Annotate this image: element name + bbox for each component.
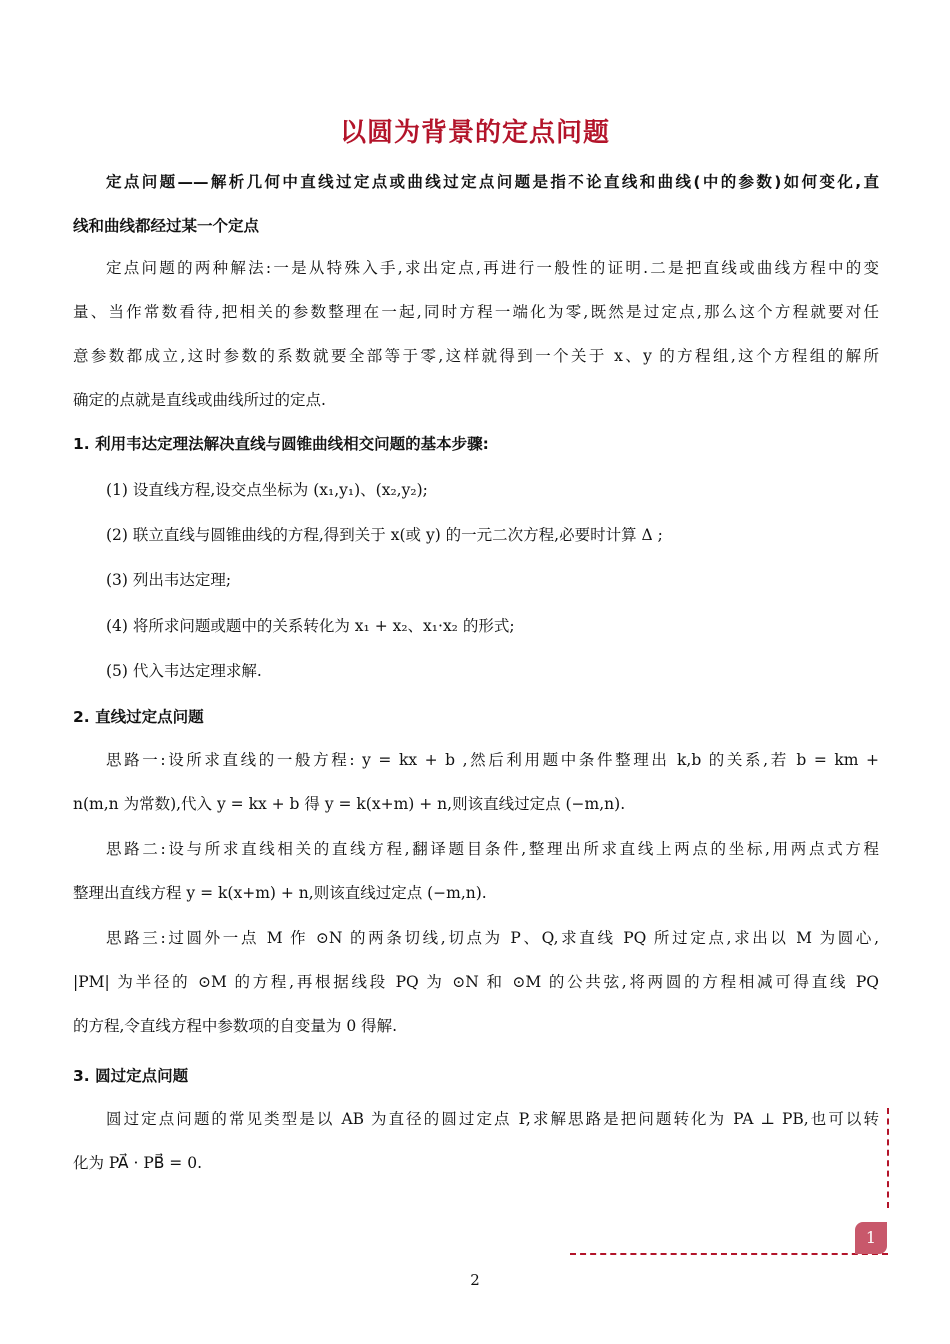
methods-line: 定点问题的两种解法:一是从特殊入手,求出定点,再进行一般性的证明.二是把直线或曲线方程中的变 <box>106 259 879 277</box>
step-item: (1) 设直线方程,设交点坐标为 (x₁,y₁)、(x₂,y₂); <box>106 481 428 499</box>
methods-paragraph <box>73 246 879 422</box>
idea-2 <box>73 827 879 915</box>
idea-3 <box>73 916 879 1048</box>
dashed-border-horizontal <box>570 1253 888 1255</box>
section-3-heading: 3. 圆过定点问题 <box>73 1067 189 1085</box>
intro-definition <box>73 160 879 248</box>
section-3-line: 圆过定点问题的常见类型是以 AB 为直径的圆过定点 P,求解思路是把问题转化为 PA ⊥ PB,也可以转 <box>106 1110 879 1128</box>
corner-badge: 1 <box>855 1222 887 1254</box>
section-3-paragraph <box>73 1097 879 1185</box>
step-item: (5) 代入韦达定理求解. <box>106 662 262 680</box>
page-title: 以圆为背景的定点问题 <box>339 118 610 148</box>
idea-3-line: 的方程,令直线方程中参数项的自变量为 0 得解. <box>73 1017 398 1035</box>
section-3-line: 化为 PA⃗ · PB⃗ = 0. <box>73 1154 203 1172</box>
idea-3-line: |PM| 为半径的 ⊙M 的方程,再根据线段 PQ 为 ⊙N 和 ⊙M 的公共弦,将两圆的方程相减可得直线 PQ <box>73 973 879 991</box>
idea-1-line: 思路一:设所求直线的一般方程: y = kx + b ,然后利用题中条件整理出 k,b 的关系,若 b = km + <box>106 751 879 769</box>
idea-3-line: 思路三:过圆外一点 M 作 ⊙N 的两条切线,切点为 P、Q,求直线 PQ 所过定点,求出以 M 为圆心, <box>106 929 879 947</box>
dashed-border-vertical <box>887 1108 889 1208</box>
methods-line: 量、当作常数看待,把相关的参数整理在一起,同时方程一端化为零,既然是过定点,那么这个方程就要对任 <box>73 303 879 321</box>
intro-line: 线和曲线都经过某一个定点 <box>73 217 260 235</box>
step-item: (2) 联立直线与圆锥曲线的方程,得到关于 x(或 y) 的一元二次方程,必要时计算 Δ ; <box>106 526 663 544</box>
page-number: 2 <box>470 1271 480 1289</box>
step-item: (4) 将所求问题或题中的关系转化为 x₁ + x₂、x₁·x₂ 的形式; <box>106 617 515 635</box>
idea-2-line: 整理出直线方程 y = k(x+m) + n,则该直线过定点 (−m,n). <box>73 884 487 902</box>
idea-2-line: 思路二:设与所求直线相关的直线方程,翻译题目条件,整理出所求直线上两点的坐标,用两点式方程 <box>106 840 879 858</box>
idea-1 <box>73 738 879 826</box>
idea-1-line: n(m,n 为常数),代入 y = kx + b 得 y = k(x+m) + n,则该直线过定点 (−m,n). <box>73 795 626 813</box>
methods-line: 确定的点就是直线或曲线所过的定点. <box>73 391 326 409</box>
section-1-heading: 1. 利用韦达定理法解决直线与圆锥曲线相交问题的基本步骤: <box>73 435 489 453</box>
intro-line: 定点问题——解析几何中直线过定点或曲线过定点问题是指不论直线和曲线(中的参数)如何变化,直 <box>106 173 879 191</box>
section-2-heading: 2. 直线过定点问题 <box>73 708 204 726</box>
methods-line: 意参数都成立,这时参数的系数就要全部等于零,这样就得到一个关于 x、y 的方程组,这个方程组的解所 <box>73 347 879 365</box>
step-item: (3) 列出韦达定理; <box>106 571 232 589</box>
